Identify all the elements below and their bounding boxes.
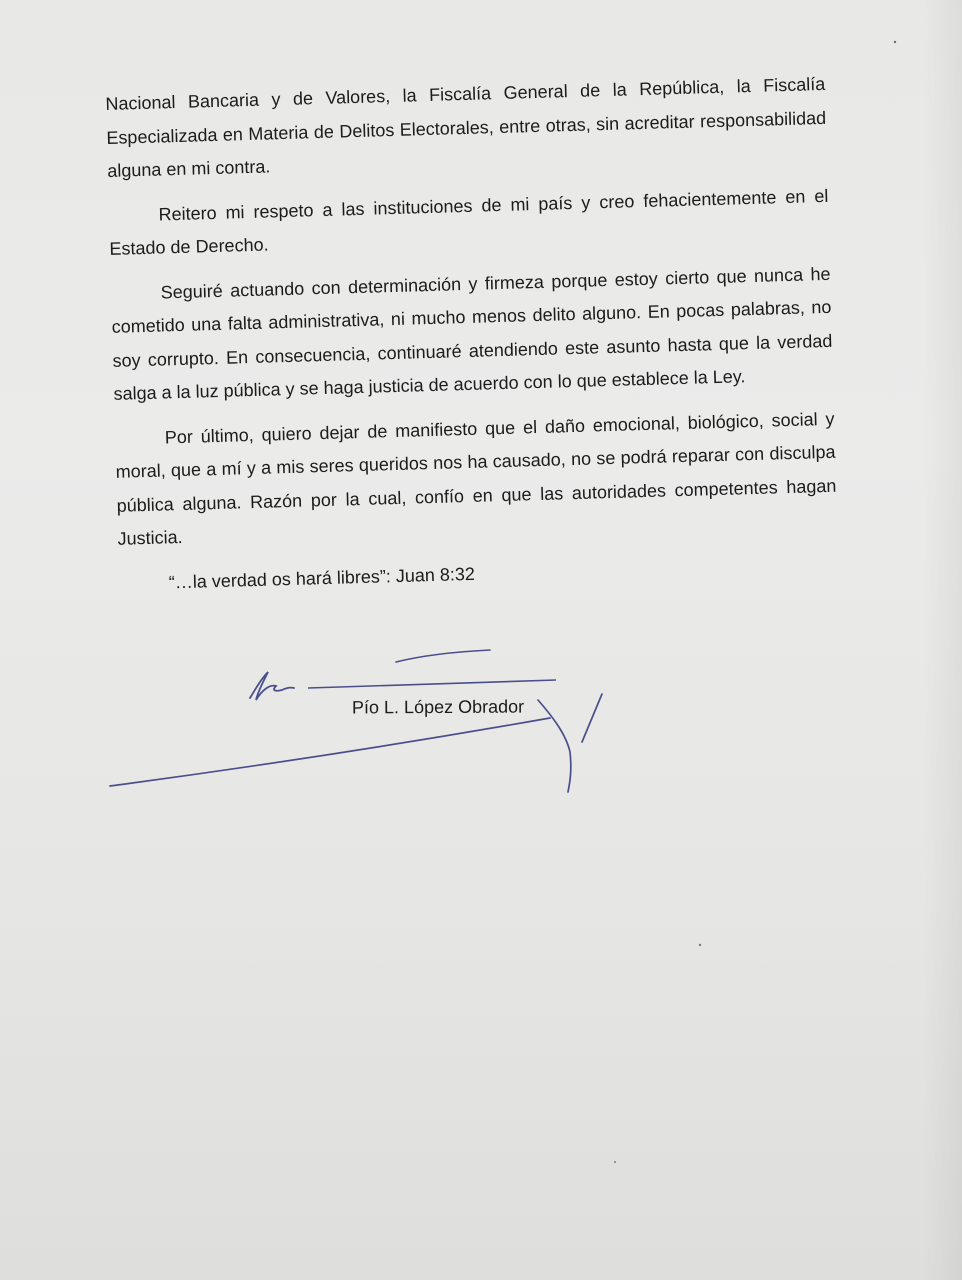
paragraph-determination: Seguiré actuando con determinación y firmeza porque estoy cierto que nunca he cometido una falta administrativa, ni mucho menos delito alguno. En pocas palabras, no soy corrupto. En consecuencia, continuaré atendiendo este asunto hasta que la verdad salga a la luz pública y se haga justicia de acuerdo con lo que establece la Ley. — [111, 263, 833, 404]
signature-line — [308, 680, 556, 688]
signature-flourish-top — [396, 650, 490, 662]
paragraph-continuation: Nacional Bancaria y de Valores, la Fiscalía General de la República, la Fiscalía Especializada en Materia de Delitos Electorales, entre otras, sin acreditar responsabilidad alguna en mi contra. — [105, 73, 827, 181]
signature-initials — [250, 672, 294, 700]
paragraph-respect: Reitero mi respeto a las instituciones de mi país y creo fehacientemente en el Estado de Derecho. — [109, 185, 829, 259]
signature-check-stroke — [538, 700, 571, 792]
signature-slash — [582, 694, 602, 742]
signatory-name: Pío L. López Obrador — [351, 696, 525, 718]
paragraph-damage: Por último, quiero dejar de manifiesto que el daño emocional, biológico, social y moral, que a mí y a mis seres queridos nos ha causado, no se podrá reparar con disculpa pública alguna. Razón por la cual, confío en que las autoridades competentes hagan Justicia. — [115, 408, 837, 549]
signature-long-stroke — [110, 718, 550, 786]
bible-quote: “…la verdad os hará libres”: Juan 8:32 — [168, 563, 476, 592]
